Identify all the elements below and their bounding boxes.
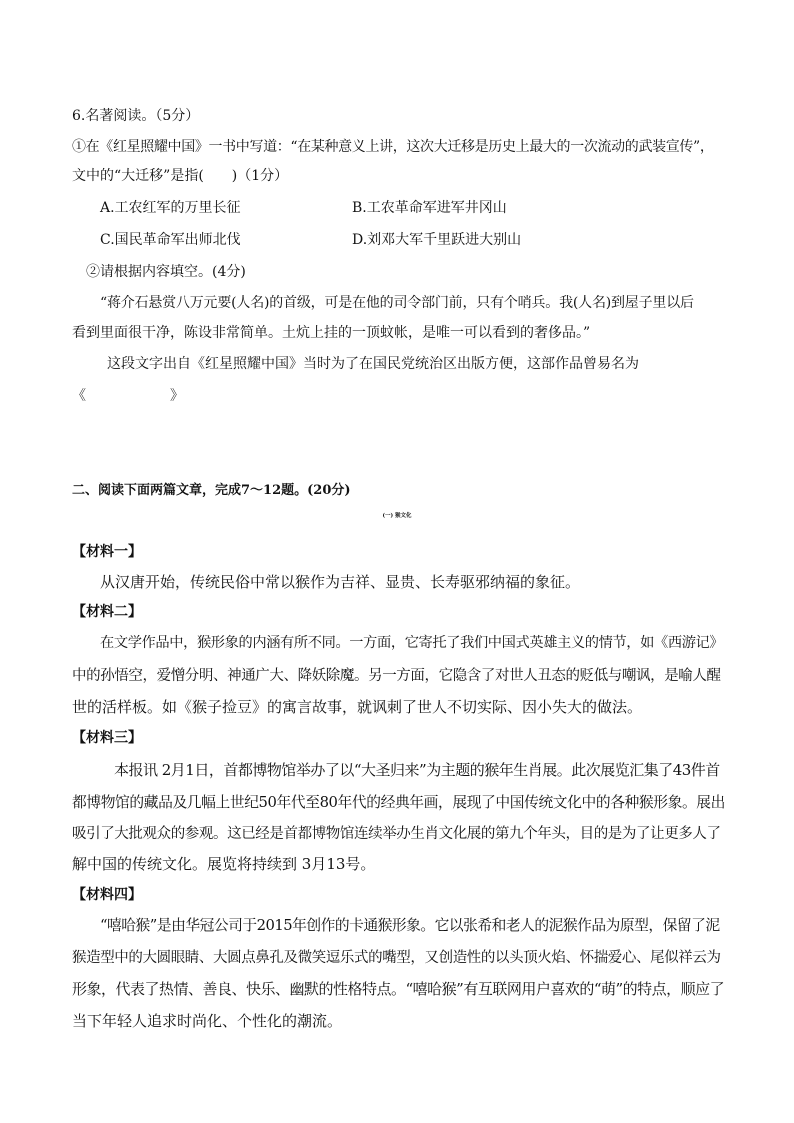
question-6-part1-line1: ①在《红星照耀中国》一书中写道：“在某种意义上讲，这次大迁移是历史上最大的一次流动的武装宣传”， <box>72 139 714 155</box>
material-2-line-2: 中的孙悟空，爱憎分明、神通广大、降妖除魔。另一方面，它隐含了对世人丑态的贬低与嘲讽，是喻人醒 <box>72 668 721 684</box>
material-2-line-1: 在文学作品中，猴形象的内涵有所不同。一方面，它寄托了我们中国式英雄主义的情节，如《西游记》 <box>100 635 724 651</box>
quote-line-1: “蒋介石悬赏八万元要(人名)的首级，可是在他的司令部门前，只有个哨兵。我(人名)到屋子里以后 <box>100 295 694 311</box>
material-3-label: 【材料三】 <box>72 730 142 746</box>
material-3-line-2: 都博物馆的藏品及几幅上世纪50年代至80年代的经典年画，展现了中国传统文化中的各种猴形象。展出 <box>72 794 725 811</box>
material-4-line-1: “嘻哈猴”是由华冠公司于2015年创作的卡通猴形象。它以张希和老人的泥猴作品为原型，保留了泥 <box>100 917 720 934</box>
material-4-line-2: 猴造型中的大圆眼睛、大圆点鼻孔及微笑逗乐式的嘴型，又创造性的以头顶火焰、怀揣爱心、尾似祥云为 <box>72 950 721 966</box>
question-6-part1-line2: 文中的“大迁移”是指( )（1分） <box>72 168 289 184</box>
material-1-label: 【材料一】 <box>72 544 142 560</box>
fill-in-line-1: 这段文字出自《红星照耀中国》当时为了在国民党统治区出版方便，这部作品曾易名为 <box>107 356 639 372</box>
section-2-heading: 二、阅读下面两篇文章，完成7～12题。(20分) <box>72 483 351 498</box>
material-1-text: 从汉唐开始，传统民俗中常以猴作为吉祥、显贵、长寿驱邪纳福的象征。 <box>100 573 581 591</box>
question-6-title: 6.名著阅读。（5分） <box>72 108 200 124</box>
quote-line-2: 看到里面很干净，陈设非常简单。土炕上挂的一顶蚊帐，是唯一可以看到的奢侈品。” <box>72 325 591 341</box>
material-2-line-3: 世的活样板。如《猴子捡豆》的寓言故事，就讽刺了世人不切实际、因小失大的做法。 <box>72 698 643 716</box>
material-2-label: 【材料二】 <box>72 604 142 620</box>
option-a: A.工农红军的万里长征 <box>100 200 241 216</box>
material-3-line-1: 本报讯 2月1日，首都博物馆举办了以“大圣归来”为主题的猴年生肖展。此次展览汇集了43件首 <box>114 761 720 779</box>
question-6-part2-title: ②请根据内容填空。(4分) <box>86 264 246 280</box>
fill-in-blank: 《 》 <box>72 388 184 404</box>
material-4-line-4: 当下年轻人追求时尚化、个性化的潮流。 <box>72 1012 343 1030</box>
option-c: C.国民革命军出师北伐 <box>100 232 241 248</box>
material-3-line-3: 吸引了大批观众的参观。这已经是首都博物馆连续举办生肖文化展的第九个年头，目的是为了让更多人了 <box>72 826 721 842</box>
material-4-label: 【材料四】 <box>72 887 142 903</box>
material-3-line-4: 解中国的传统文化。展览将持续到 3月13号。 <box>72 855 376 873</box>
section-2-subtitle: (一) 猴文化 <box>382 513 412 519</box>
option-d: D.刘邓大军千里跃进大别山 <box>352 232 522 248</box>
material-4-line-3: 形象，代表了热情、善良、快乐、幽默的性格特点。“嘻哈猴”有互联网用户喜欢的“萌”的特点，顺应了 <box>72 980 725 998</box>
option-b: B.工农革命军进军井冈山 <box>352 200 507 216</box>
